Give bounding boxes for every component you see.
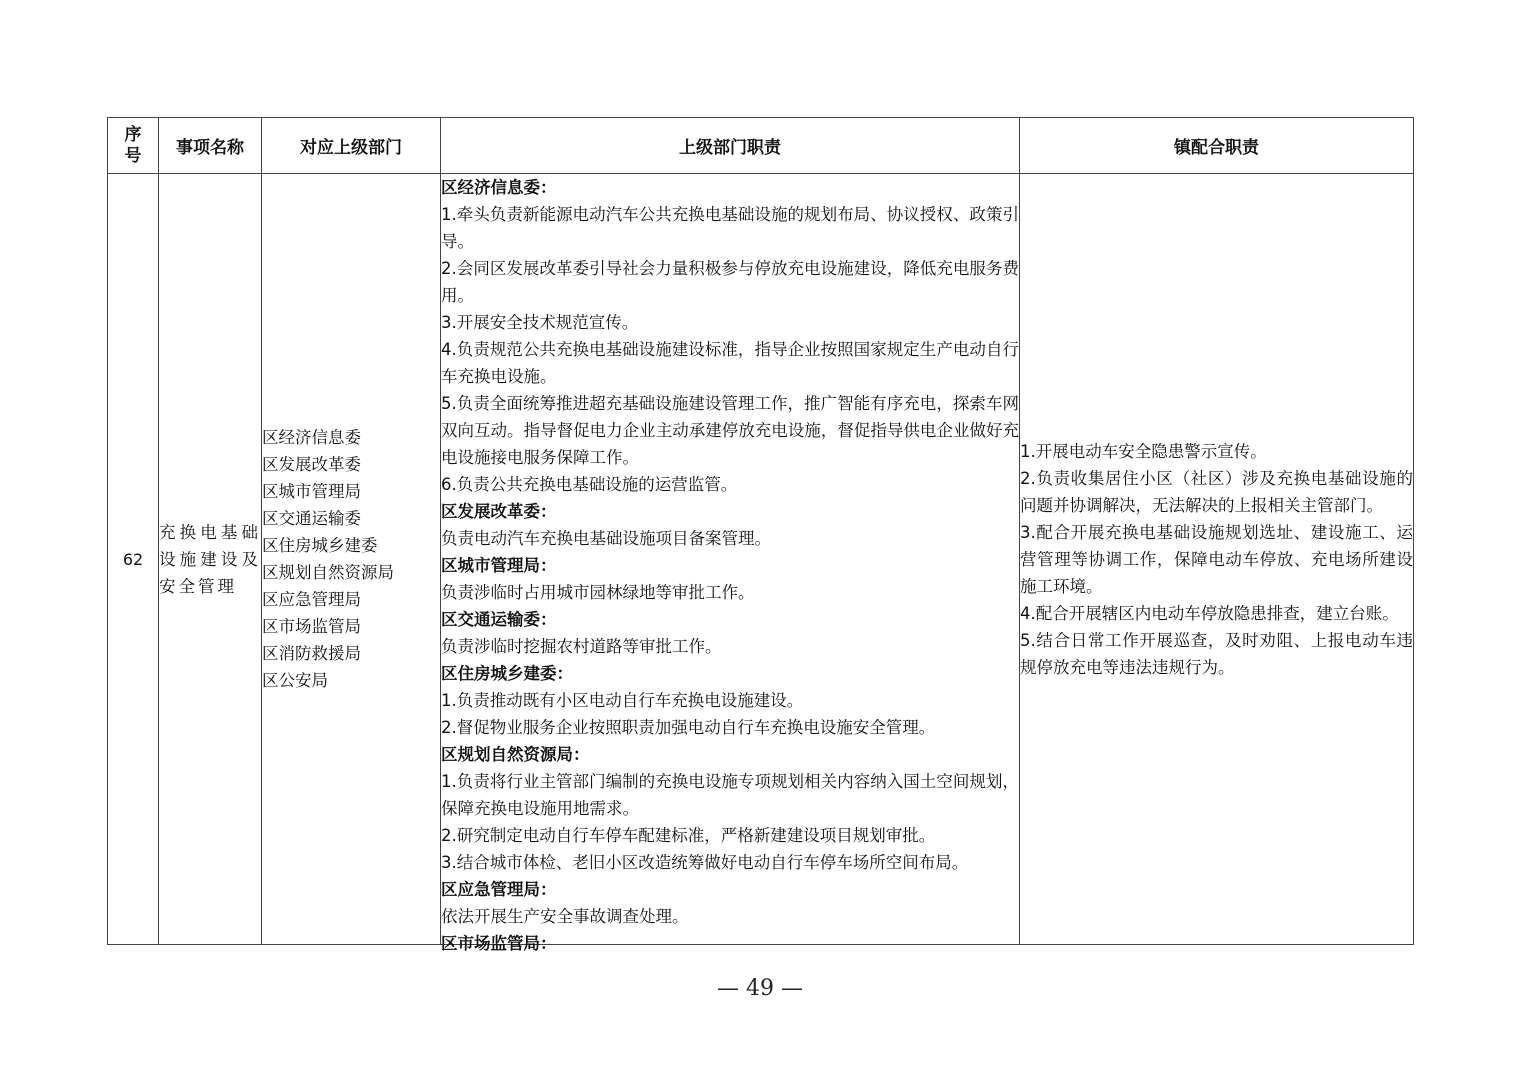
department-item: 区交通运输委	[262, 509, 361, 528]
page-number: — 49 —	[717, 976, 803, 1001]
town-duty-item: 5.结合日常工作开展巡查，及时劝阻、上报电动车违规停放充电等违法违规行为。	[1020, 630, 1413, 677]
duty-item: 负责电动汽车充换电基础设施项目备案管理。	[441, 529, 771, 548]
department-item: 区住房城乡建委	[262, 536, 378, 555]
duty-item: 2.研究制定电动自行车停车配建标准，严格新建建设项目规划审批。	[441, 826, 936, 845]
duty-heading: 区规划自然资源局：	[441, 745, 590, 764]
department-item: 区市场监管局	[262, 617, 361, 636]
header-upper-duties: 上级部门职责	[441, 118, 1020, 174]
duty-item: 负责涉临时占用城市园林绿地等审批工作。	[441, 583, 755, 602]
department-item: 区应急管理局	[262, 590, 361, 609]
row-departments	[262, 174, 441, 945]
duty-item: 1.牵头负责新能源电动汽车公共充换电基础设施的规划布局、协议授权、政策引导。	[441, 205, 1019, 251]
duty-heading: 区应急管理局：	[441, 880, 557, 899]
duty-item: 2.督促物业服务企业按照职责加强电动自行车充换电设施安全管理。	[441, 718, 936, 737]
table-header-row	[108, 118, 1414, 174]
town-duty-item: 2.负责收集居住小区（社区）涉及充换电基础设施的问题并协调解决，无法解决的上报相关主管部门。	[1020, 468, 1413, 515]
duty-heading: 区城市管理局：	[441, 556, 557, 575]
department-item: 区规划自然资源局	[262, 563, 394, 582]
duty-item: 依法开展生产安全事故调查处理。	[441, 907, 689, 926]
duty-heading: 区住房城乡建委：	[441, 664, 573, 683]
duty-heading: 区经济信息委：	[441, 178, 557, 197]
row-town-duties	[1020, 174, 1414, 945]
duty-heading: 区交通运输委：	[441, 610, 557, 629]
town-duty-item: 3.配合开展充换电基础设施规划选址、建设施工、运营管理等协调工作，保障电动车停放、充电场所建设施工环境。	[1020, 522, 1413, 596]
department-item: 区经济信息委	[262, 428, 361, 447]
duty-item: 6.负责公共充换电基础设施的运营监管。	[441, 475, 738, 494]
header-town-duties: 镇配合职责	[1020, 118, 1414, 174]
row-item-name: 充换电基础设施建设及安全管理	[159, 174, 262, 945]
department-item: 区消防救援局	[262, 644, 361, 663]
header-upper-dept: 对应上级部门	[262, 118, 441, 174]
department-item: 区发展改革委	[262, 455, 361, 474]
duty-item: 3.结合城市体检、老旧小区改造统筹做好电动自行车停车场所空间布局。	[441, 853, 969, 872]
department-item: 区城市管理局	[262, 482, 361, 501]
table-row	[108, 174, 1414, 945]
duty-item: 4.负责规范公共充换电基础设施建设标准，指导企业按照国家规定生产电动自行车充换电设施。	[441, 340, 1019, 386]
duty-item: 1.负责推动既有小区电动自行车充换电设施建设。	[441, 691, 804, 710]
header-seq: 序 号	[108, 118, 159, 174]
row-seq: 62	[108, 174, 159, 945]
row-upper-duties	[441, 174, 1020, 953]
header-item-name: 事项名称	[159, 118, 262, 174]
town-duty-item: 1.开展电动车安全隐患警示宣传。	[1020, 441, 1267, 461]
duty-heading: 区市场监管局：	[441, 934, 557, 953]
duty-heading: 区发展改革委：	[441, 502, 557, 521]
duty-item: 5.负责全面统筹推进超充基础设施建设管理工作，推广智能有序充电，探索车网双向互动。指导督促电力企业主动承建停放充电设施，督促指导供电企业做好充电设施接电服务保障工作。	[441, 394, 1019, 467]
duty-item: 2.会同区发展改革委引导社会力量积极参与停放充电设施建设，降低充电服务费用。	[441, 259, 1019, 305]
duty-item: 负责涉临时挖掘农村道路等审批工作。	[441, 637, 722, 656]
town-duty-item: 4.配合开展辖区内电动车停放隐患排查，建立台账。	[1020, 603, 1399, 623]
responsibility-table	[107, 117, 1414, 953]
department-item: 区公安局	[262, 671, 328, 690]
upper-duties-wrap	[441, 174, 1019, 953]
duty-item: 3.开展安全技术规范宣传。	[441, 313, 639, 332]
duty-item: 1.负责将行业主管部门编制的充换电设施专项规划相关内容纳入国土空间规划，保障充换电设施用地需求。	[441, 772, 1019, 818]
